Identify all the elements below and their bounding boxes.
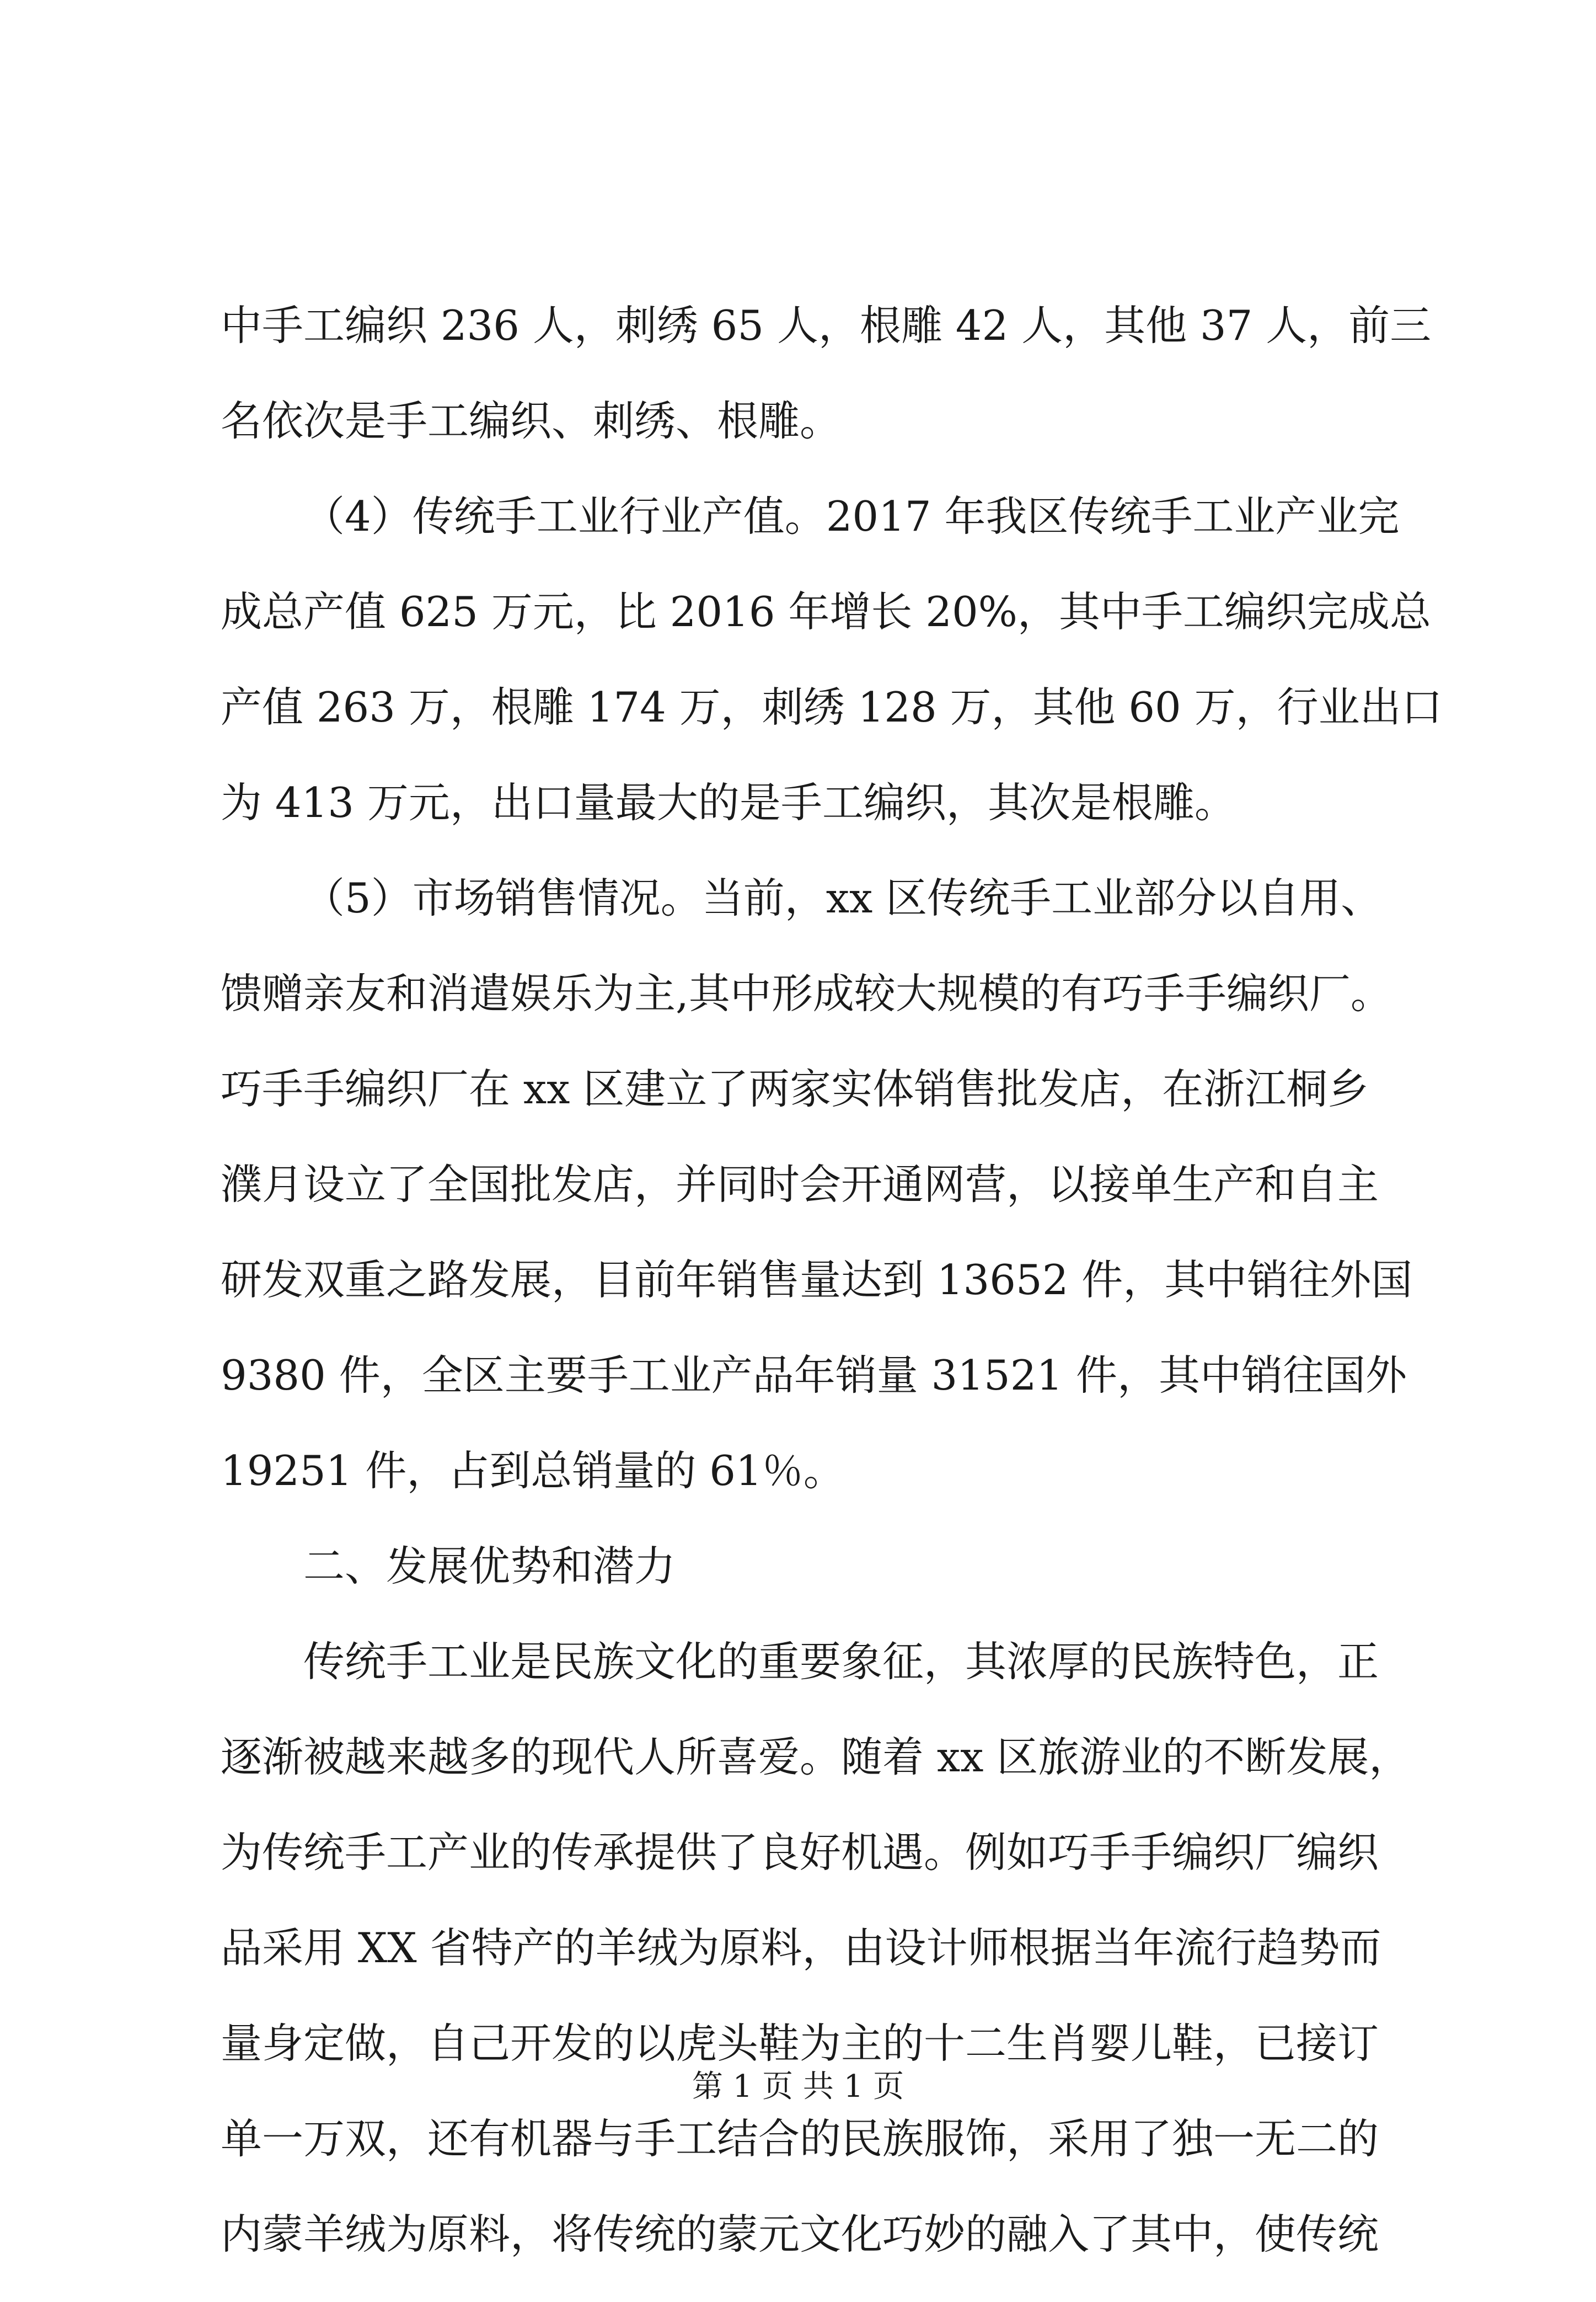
text-line: 9380 件，全区主要手工业产品年销量 31521 件，其中销往国外 — [221, 1351, 1407, 1400]
text-line: 逐渐被越来越多的现代人所喜爱。随着 xx 区旅游业的不断发展， — [221, 1733, 1411, 1781]
text-line: 馈赠亲友和消遣娱乐为主,其中形成较大规模的有巧手手编织厂。 — [221, 969, 1392, 1018]
page-footer: 第 1 页 共 1 页 — [692, 2069, 904, 2105]
text-line: 传统手工业是民族文化的重要象征，其浓厚的民族特色，正 — [303, 1637, 1379, 1686]
text-line: 产值 263 万，根雕 174 万，刺绣 128 万，其他 60 万，行业出口 — [221, 683, 1443, 731]
text-line: 品采用 XX 省特产的羊绒为原料，由设计师根据当年流行趋势而 — [221, 1924, 1381, 1972]
text-line: 内蒙羊绒为原料，将传统的蒙元文化巧妙的融入了其中，使传统 — [221, 2210, 1379, 2258]
text-line: 巧手手编织厂在 xx 区建立了两家实体销售批发店，在浙江桐乡 — [221, 1065, 1369, 1113]
text-line: 为传统手工产业的传承提供了良好机遇。例如巧手手编织厂编织 — [221, 1828, 1379, 1877]
text-line: 为 413 万元，出口量最大的是手工编织，其次是根雕。 — [221, 778, 1236, 827]
text-line: 濮月设立了全国批发店，并同时会开通网营，以接单生产和自主 — [221, 1160, 1379, 1209]
text-line: （4）传统手工业行业产值。2017 年我区传统手工业产业完 — [303, 492, 1400, 541]
text-line: 19251 件，占到总销量的 61％。 — [221, 1446, 845, 1495]
text-line: 研发双重之路发展，目前年销售量达到 13652 件，其中销往外国 — [221, 1256, 1413, 1304]
text-line: （5）市场销售情况。当前，xx 区传统手工业部分以自用、 — [303, 874, 1383, 922]
section-heading: 二、发展优势和潜力 — [303, 1542, 676, 1590]
text-line: 名依次是手工编织、刺绣、根雕。 — [221, 397, 842, 445]
document-body — [221, 298, 1443, 2302]
text-line: 量身定做，自己开发的以虎头鞋为主的十二生肖婴儿鞋，已接订 — [221, 2019, 1379, 2068]
text-line: 成总产值 625 万元，比 2016 年增长 20%，其中手工编织完成总 — [221, 587, 1431, 636]
text-line: 中手工编织 236 人，刺绣 65 人，根雕 42 人，其他 37 人，前三 — [221, 301, 1432, 350]
text-line: 单一万双，还有机器与手工结合的民族服饰，采用了独一无二的 — [221, 2114, 1379, 2163]
